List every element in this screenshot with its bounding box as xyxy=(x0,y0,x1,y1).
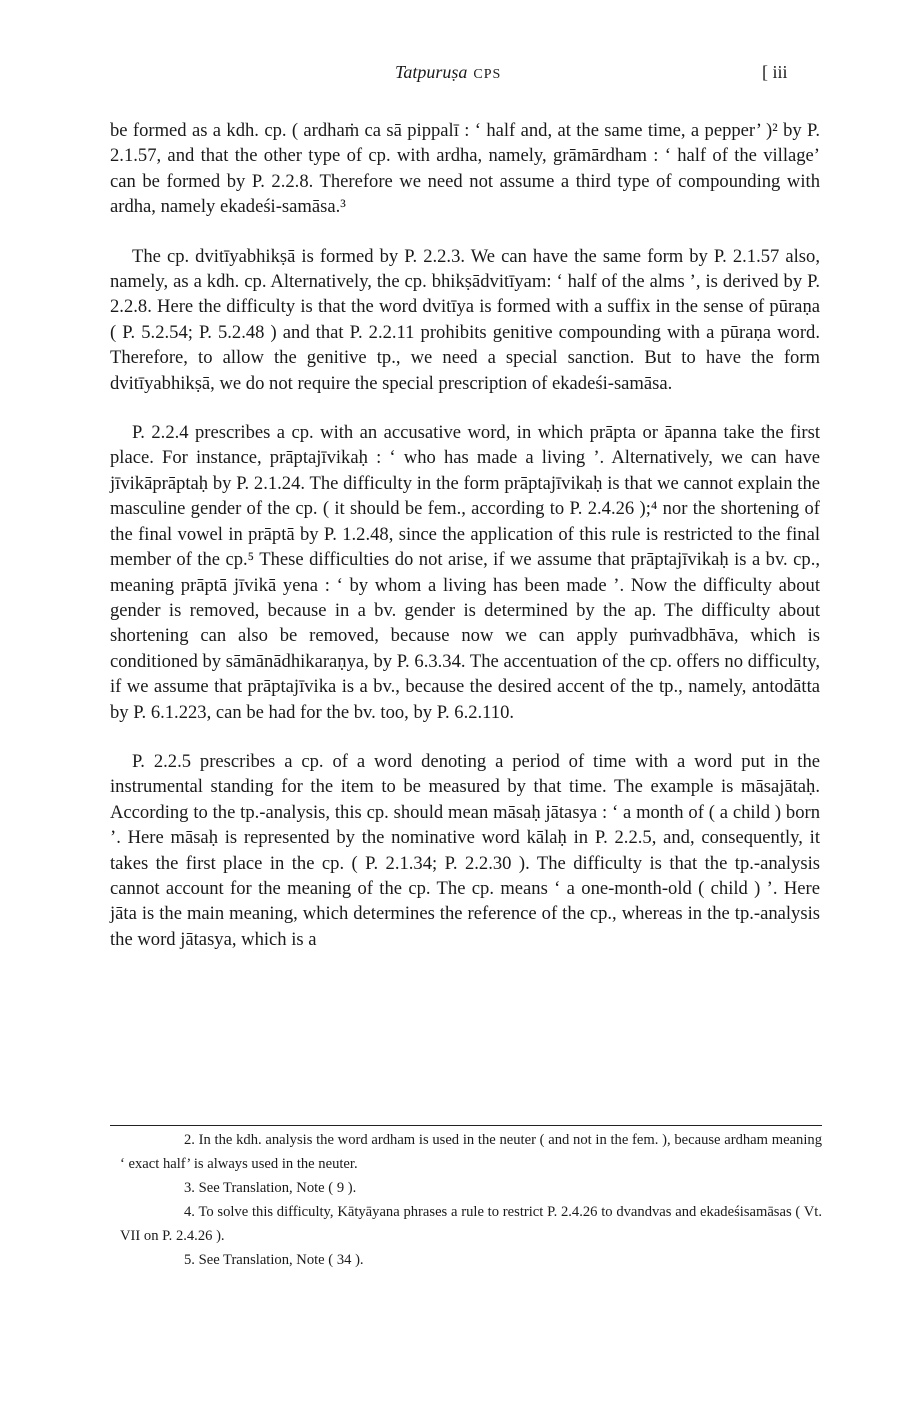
page-number: [ iii xyxy=(762,62,788,82)
running-title-text: Tatpuruṣa xyxy=(395,62,468,82)
paragraph: be formed as a kdh. cp. ( ardhaṁ ca sā pippalī : ‘ half and, at the same time, a pepper’ )² by P. 2.1.57, and that the other type of cp. with ardha, namely, grāmārdham : ‘ half of the village’ can be formed by P. 2.2.8. Therefore we need not assume a third type of compounding with ardha, namely ekadeśi-samāsa.³ xyxy=(110,120,820,218)
footnote: 5. See Translation, Note ( 34 ). xyxy=(184,1252,364,1268)
paragraph: The cp. dvitīyabhikṣā is formed by P. 2.2.3. We can have the same form by P. 2.1.57 also, namely, as a kdh. cp. Alternatively, the cp. bhikṣādvitīyam: ‘ half of the alms ’, is derived by P. 2.2.8. Here the difficulty is that the word dvitīya is formed with a suffix in the sense of pūraṇa ( P. 5.2.54; P. 5.2.48 ) and that P. 2.2.11 prohibits genitive compounding with a pūraṇa word. Therefore, to allow the genitive tp., we need a special sanction. But to have the form dvitīyabhikṣā, we do not require the special prescription of ekadeśi-samāsa. xyxy=(110,245,820,394)
footnote-divider xyxy=(110,1125,822,1126)
footnotes xyxy=(120,1128,822,1272)
body-text xyxy=(110,118,820,976)
running-title-suffix: CPS xyxy=(473,67,502,82)
running-title xyxy=(395,62,501,83)
paragraph: P. 2.2.4 prescribes a cp. with an accusative word, in which prāpta or āpanna take the first place. For instance, prāptajīvikaḥ : ‘ who has made a living ’. Alternatively, we can have jīvikāprāptaḥ by P. 2.1.24. The difficulty in the form prāptajīvikaḥ is that we cannot explain the masculine gender of the cp. ( it should be fem., according to P. 2.4.26 );⁴ nor the shortening of the final vowel in prāptā by P. 1.2.48, since the application of this rule is restricted to the final member of the cp.⁵ These difficulties do not arise, if we assume that prāptajīvikaḥ is a bv. cp., meaning prāptā jīvikā yena : ‘ by whom a living has been made ’. Now the difficulty about gender is removed, because in a bv. gender is determined by the ap. The difficulty about shortening can also be removed, because now we can apply puṁvadbhāva, which is conditioned by sāmānādhikaraṇya, by P. 6.3.34. The accentuation of the cp. offers no difficulty, if we assume that prāptajīvika is a bv., because the desired accent of the tp., namely, antodātta by P. 6.1.223, can be had for the bv. too, by P. 6.2.110. xyxy=(110,422,820,723)
footnote: 2. In the kdh. analysis the word ardham is used in the neuter ( and not in the fem. ), because ardham meaning ‘ exact half’ is always used in the neuter. xyxy=(120,1132,822,1172)
footnote: 3. See Translation, Note ( 9 ). xyxy=(184,1180,357,1196)
running-header xyxy=(110,62,820,92)
footnote: 4. To solve this difficulty, Kātyāyana phrases a rule to restrict P. 2.4.26 to dvandvas and ekadeśisamāsas ( Vt. VII on P. 2.4.26 ). xyxy=(120,1204,822,1244)
paragraph: P. 2.2.5 prescribes a cp. of a word denoting a period of time with a word put in the instrumental standing for the item to be measured by that time. The example is māsajātaḥ. According to the tp.-analysis, this cp. should mean māsaḥ jātasya : ‘ a month of ( a child ) born ’. Here māsaḥ is represented by the nominative word kālaḥ in P. 2.2.5, and, consequently, it takes the first place in the cp. ( P. 2.1.34; P. 2.2.30 ). The difficulty is that the tp.-analysis cannot account for the meaning of the cp. The cp. means ‘ a one-month-old ( child ) ’. Here jāta is the main meaning, which determines the reference of the cp., whereas in the tp.-analysis the word jātasya, which is a xyxy=(110,750,820,950)
